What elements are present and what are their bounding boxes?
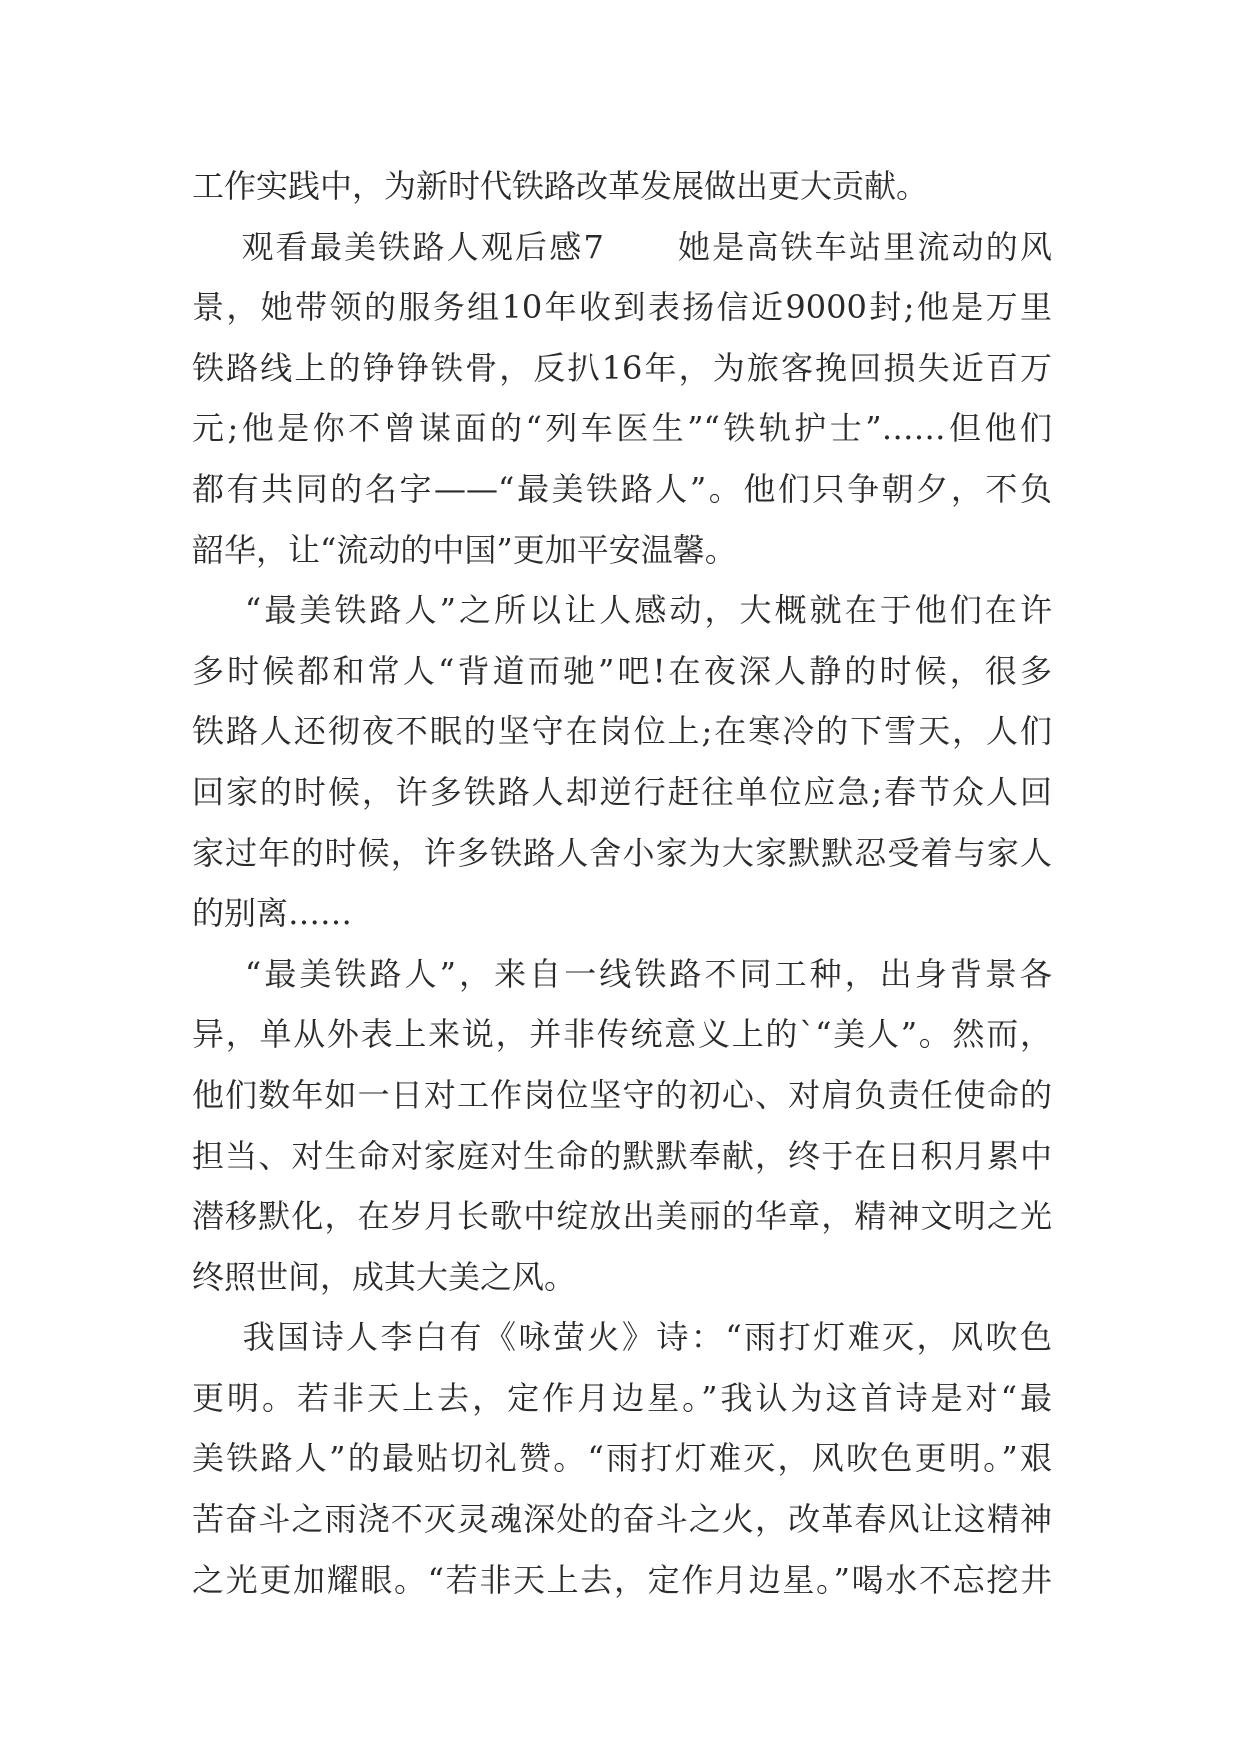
text-line: 都有共同的名字——“最美铁路人”。他们只争朝夕，不负	[192, 469, 1052, 508]
text-line: 观看最美铁路人观后感7 她是高铁车站里流动的风	[192, 227, 1052, 266]
text-line: 铁路人还彻夜不眠的坚守在岗位上;在寒冷的下雪天，人们	[192, 712, 1052, 751]
text-line: 景，她带领的服务组10年收到表扬信近9000封;他是万里	[192, 288, 1052, 327]
text-line: 终照世间，成其大美之风。	[192, 1257, 577, 1296]
text-line: 家过年的时候，许多铁路人舍小家为大家默默忍受着与家人	[192, 833, 1052, 872]
text-line: 铁路线上的铮铮铁骨，反扒16年，为旅客挽回损失近百万	[192, 348, 1052, 387]
text-line: “最美铁路人”之所以让人感动，大概就在于他们在许	[192, 591, 1052, 630]
text-line: 的别离……	[192, 894, 353, 933]
text-line: 他们数年如一日对工作岗位坚守的初心、对肩负责任使命的	[192, 1075, 1052, 1114]
text-line: 美铁路人”的最贴切礼赞。“雨打灯难灭，风吹色更明。”艰	[192, 1439, 1052, 1478]
text-line: 我国诗人李白有《咏萤火》诗：“雨打灯难灭，风吹色	[192, 1318, 1052, 1357]
body-text	[192, 156, 1052, 1610]
text-line: 潜移默化，在岁月长歌中绽放出美丽的华章，精神文明之光	[192, 1197, 1052, 1236]
text-line: 多时候都和常人“背道而驰”吧!在夜深人静的时候，很多	[192, 651, 1052, 690]
text-line: 更明。若非天上去，定作月边星。”我认为这首诗是对“最	[192, 1378, 1052, 1417]
text-line: 回家的时候，许多铁路人却逆行赶往单位应急;春节众人回	[192, 772, 1052, 811]
text-line: 韶华，让“流动的中国”更加平安温馨。	[192, 530, 737, 569]
text-line: “最美铁路人”，来自一线铁路不同工种，出身背景各	[192, 954, 1052, 993]
text-line: 工作实践中，为新时代铁路改革发展做出更大贡献。	[192, 167, 929, 205]
text-line: 之光更加耀眼。“若非天上去，定作月边星。”喝水不忘挖井	[192, 1560, 1052, 1599]
text-line: 苦奋斗之雨浇不灭灵魂深处的奋斗之火，改革春风让这精神	[192, 1500, 1052, 1539]
text-line: 元;他是你不曾谋面的“列车医生”“铁轨护士”……但他们	[192, 409, 1052, 448]
text-line: 异，单从外表上来说，并非传统意义上的`“美人”。然而，	[192, 1015, 1052, 1054]
text-line: 担当、对生命对家庭对生命的默默奉献，终于在日积月累中	[192, 1136, 1052, 1175]
